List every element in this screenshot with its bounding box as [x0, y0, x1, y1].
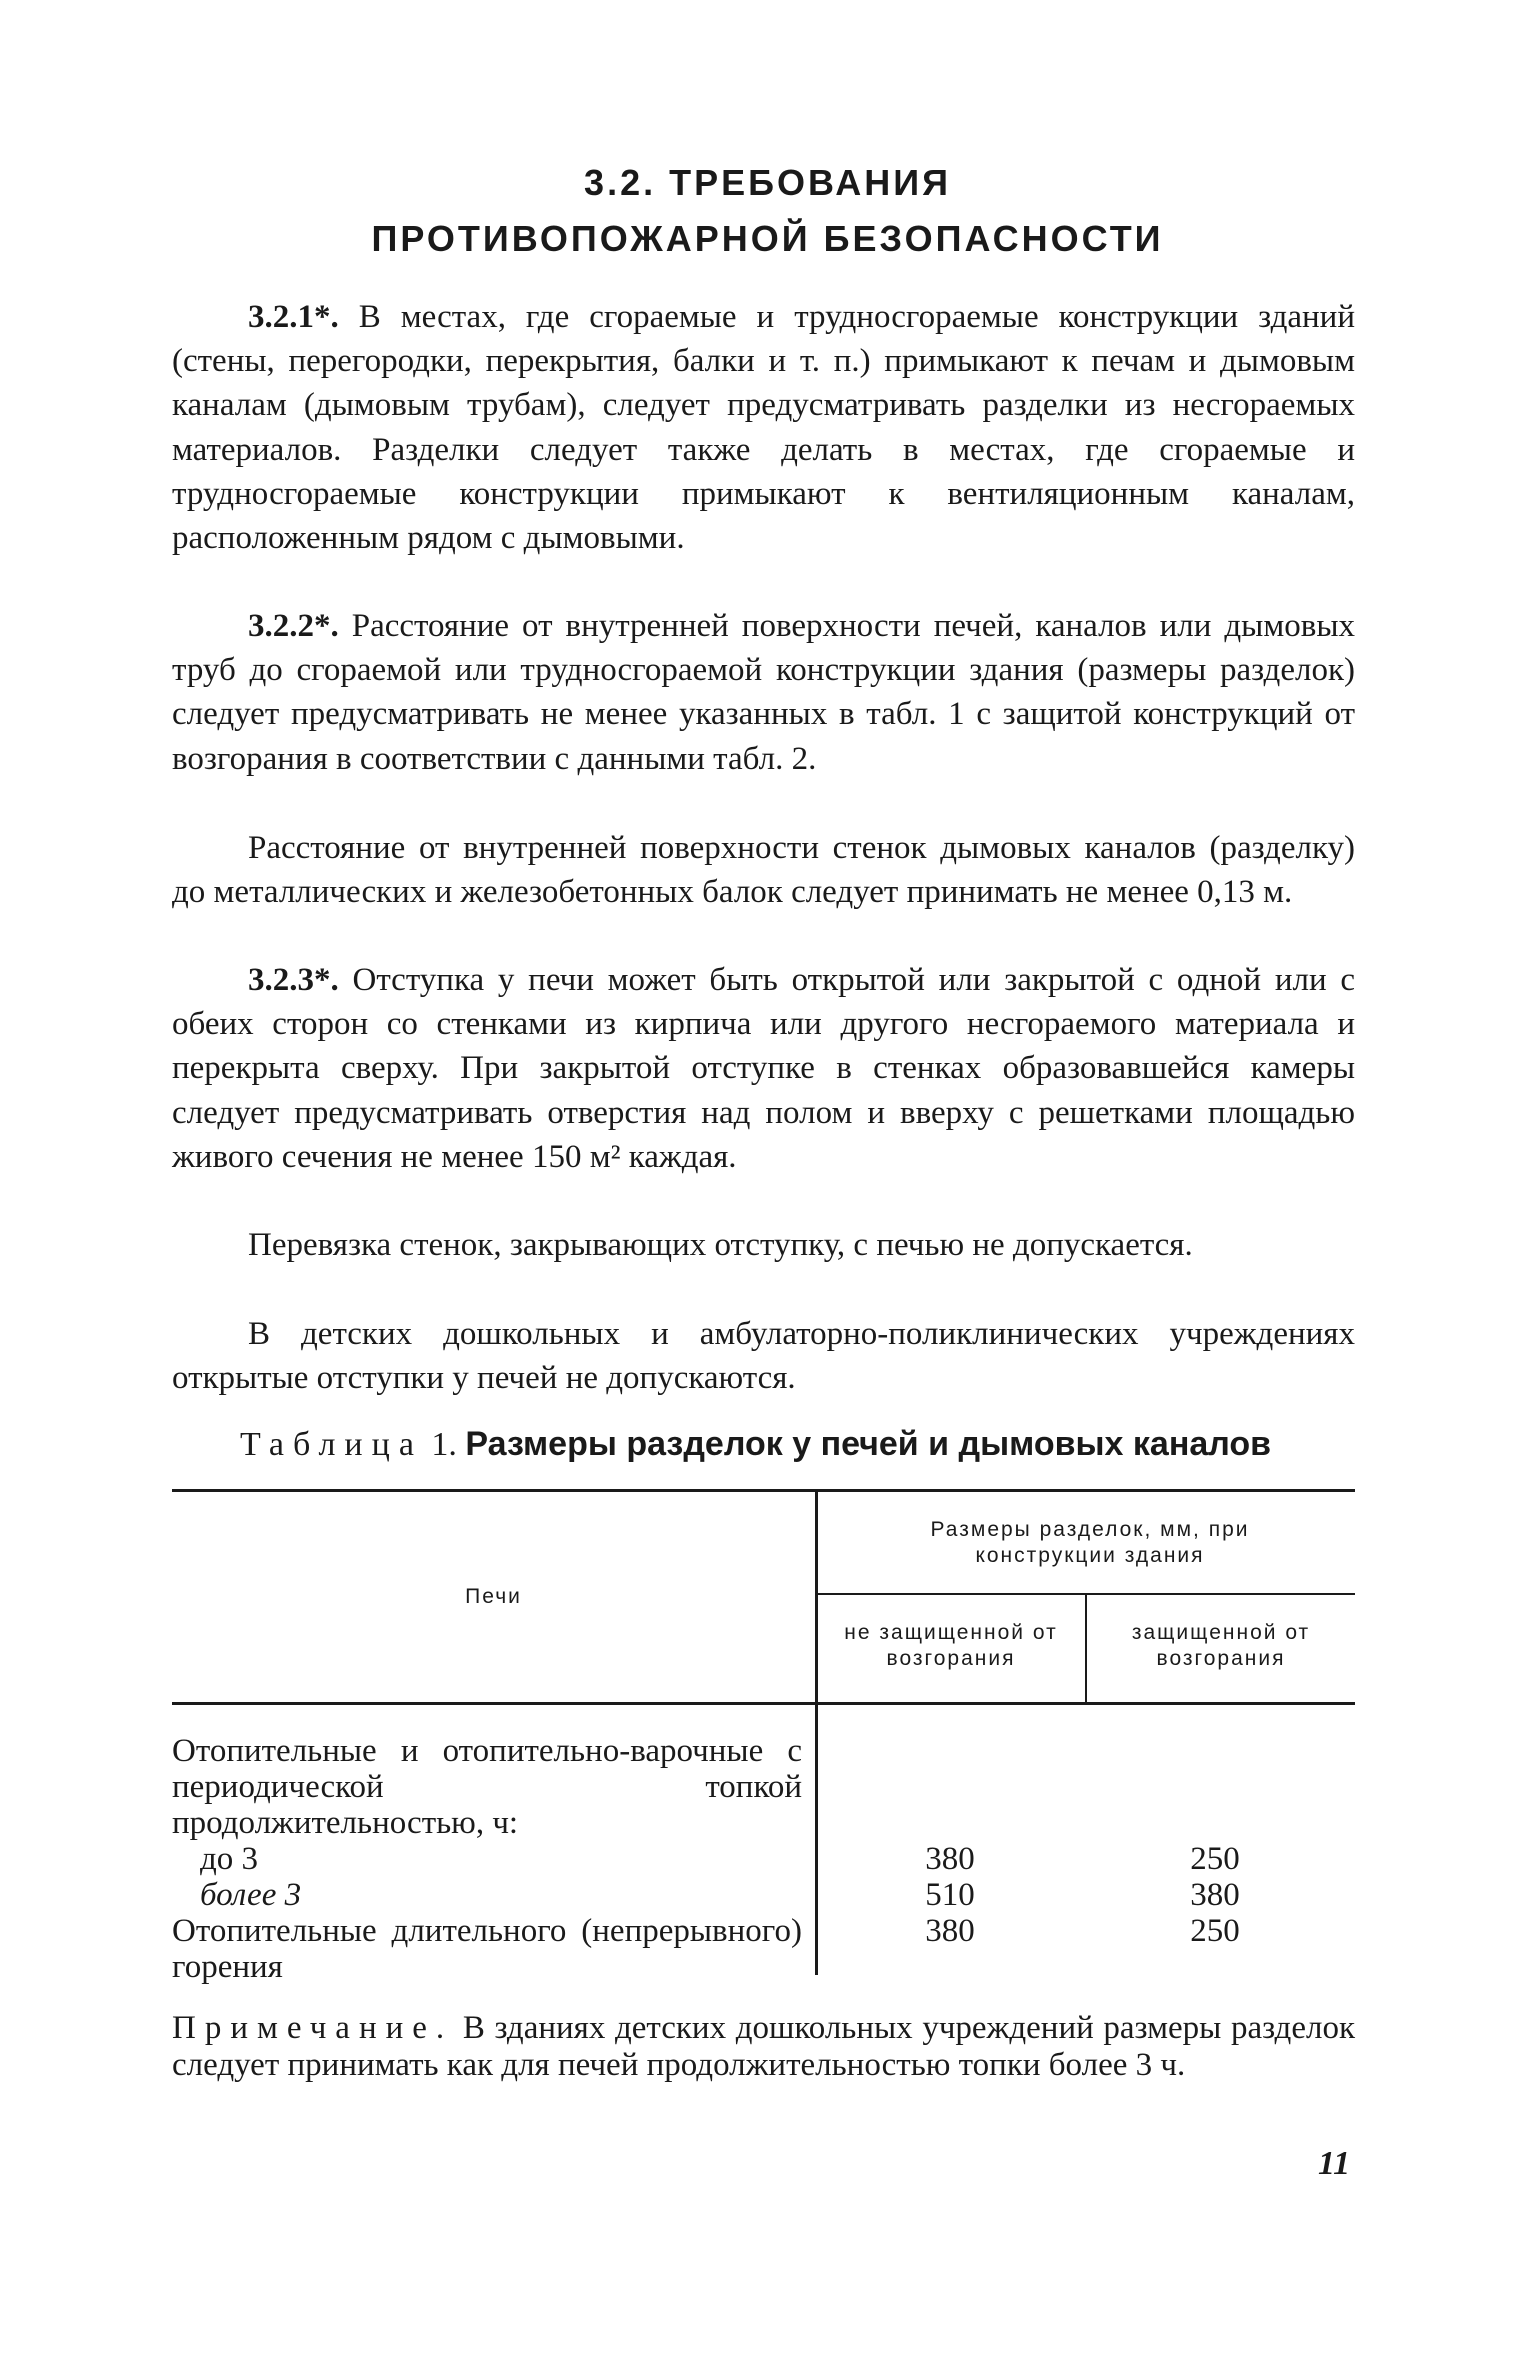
- paragraph-text: Отступка у печи может быть открытой или закрытой с одной или с обеих сторон со стенками из кирпича или другого несгораемого материала и перекрыта сверху. При закрытой отступке в стенках образовавшейся камеры следует предусматривать отверстия над полом и вверху с решетками площадью живого сечения не менее 150 м² каждая.: [172, 962, 1356, 1175]
- table-cell-value: 380: [1190, 1877, 1240, 1913]
- table-cell-value: 510: [925, 1877, 975, 1913]
- table-number: 1.: [431, 1426, 457, 1463]
- table-row-label: до 3: [200, 1841, 259, 1877]
- paragraph-beams: [172, 826, 1355, 914]
- paragraph-text: Расстояние от внутренней поверхности стенок дымовых каналов (разделку) до металлических и железобетонных балок следует принимать не менее 0,13 м.: [172, 830, 1355, 911]
- paragraph-binding: [172, 1223, 1355, 1267]
- table-cell-value: 250: [1190, 1913, 1240, 1949]
- page-number: 11: [1318, 2145, 1351, 2182]
- header-protected: защищенной от возгорания: [1131, 1621, 1311, 1670]
- paragraph-number: 3.2.1*.: [248, 299, 339, 335]
- table-title: Размеры разделок у печей и дымовых каналов: [465, 1425, 1272, 1463]
- table-cell-value: 380: [925, 1913, 975, 1949]
- table-header-divider: [815, 1489, 818, 1705]
- table-cell-value: 380: [925, 1841, 975, 1877]
- header-unprotected: не защищенной от возгорания: [844, 1621, 1058, 1670]
- paragraph-number: 3.2.2*.: [248, 608, 339, 644]
- table-caption: [240, 1425, 1271, 1464]
- header-stoves: Печи: [465, 1585, 522, 1608]
- paragraph-number: 3.2.3*.: [248, 962, 339, 998]
- table-subheader-divider: [1085, 1595, 1087, 1705]
- paragraph-3-2-1: [172, 295, 1355, 560]
- table-top-rule: [172, 1489, 1355, 1492]
- table-row-label: более 3: [200, 1877, 302, 1913]
- table-cell-value: 250: [1190, 1841, 1240, 1877]
- section-title-line1: 3.2. ТРЕБОВАНИЯ: [584, 162, 951, 203]
- header-group: Размеры разделок, мм, при конструкции здания: [930, 1518, 1250, 1567]
- note-label: Примечание.: [172, 2010, 454, 2046]
- table-label: Таблица: [240, 1426, 423, 1463]
- table-row-periodic: Отопительные и отопительно-варочные с периодической топкой продолжительностью, ч:: [172, 1733, 802, 1841]
- table-note: [172, 2010, 1355, 2083]
- table-header-bottom-rule: [172, 1702, 1355, 1705]
- paragraph-text: В местах, где сгораемые и трудносгораемые конструкции зданий (стены, перегородки, перекрытия, балки и т. п.) примыкают к печам и дымовым каналам (дымовым трубам), следует предусматривать разделки из несгораемых материалов. Разделки следует также делать в местах, где сгораемые и трудносгораемые конструкции примыкают к вентиляционным каналам, расположенным рядом с дымовыми.: [172, 299, 1356, 557]
- paragraph-children: [172, 1312, 1355, 1400]
- section-title-line2: ПРОТИВОПОЖАРНОЙ БЕЗОПАСНОСТИ: [371, 218, 1164, 259]
- paragraph-text: В детских дошкольных и амбулаторно-поликлинических учреждениях открытые отступки у печей не допускаются.: [172, 1316, 1355, 1397]
- table-row-continuous: Отопительные длительного (непрерывного) горения: [172, 1913, 802, 1985]
- paragraph-text: Расстояние от внутренней поверхности печей, каналов или дымовых труб до сгораемой или трудносгораемой конструкции здания (размеры разделок) следует предусматривать не менее указанных в табл. 1 с защитой конструкций от возгорания в соответствии с данными табл. 2.: [172, 608, 1355, 777]
- paragraph-3-2-3: [172, 958, 1355, 1179]
- note-text: В зданиях детских дошкольных учреждений размеры разделок следует принимать как для печей продолжительностью топки более 3 ч.: [172, 2010, 1355, 2083]
- paragraph-text: Перевязка стенок, закрывающих отступку, с печью не допускается.: [248, 1227, 1193, 1263]
- table-body-divider: [815, 1705, 818, 1975]
- paragraph-3-2-2: [172, 604, 1355, 781]
